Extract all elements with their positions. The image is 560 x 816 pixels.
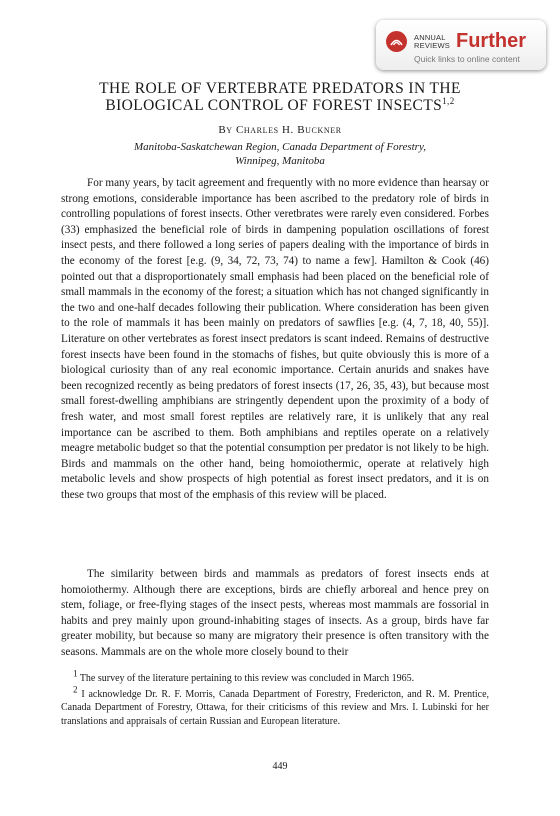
footnote-2-mark: 2 — [73, 684, 78, 695]
further-badge[interactable] — [376, 20, 546, 70]
article-title-line-2 — [60, 97, 500, 115]
annual-reviews-logo-icon — [386, 31, 407, 52]
badge-reviews-label: REVIEWS — [414, 41, 450, 50]
affiliation-line-2: Winnipeg, Manitoba — [235, 155, 325, 167]
author-line: By Charles H. Buckner — [218, 124, 342, 136]
title-footnote-marks: 1,2 — [442, 95, 455, 106]
body-paragraph-2: The similarity between birds and mammals as predators of forest insects ends at homoiothermy. Although there are exceptions, birds are chiefly arboreal and hence prey on stem, foliage, or free-flying stages of the insect pests, whereas most mammals are fossorial in habits and prey mainly upon ground-inhabiting stages of insects. As a group, birds have far greater mobility, but because so many are migratory their presence is often transitory with the seasons. Mammals are on the whole more closely bound to their — [61, 568, 489, 658]
page-number: 449 — [272, 761, 288, 772]
badge-further-label: Further — [456, 30, 526, 52]
badge-subtitle: Quick links to online content — [414, 54, 520, 64]
footnote-2 — [61, 684, 490, 729]
footnote-1-mark: 1 — [73, 668, 78, 679]
footnotes — [61, 668, 490, 730]
article-title-line-1: THE ROLE OF VERTEBRATE PREDATORS IN THE — [99, 80, 461, 97]
footnote-2-text: I acknowledge Dr. R. F. Morris, Canada Department of Forestry, Fredericton, and R. M. Prentice, Canada Department of Forestry, Ottawa, for their criticisms of this review and Mrs. I. Lubinski for her translations and appraisals of certain Russian and European literature. — [61, 688, 490, 727]
badge-annual-label: ANNUAL — [414, 33, 446, 42]
footnote-1 — [61, 668, 489, 686]
affiliation-line-1: Manitoba-Saskatchewan Region, Canada Department of Forestry, — [134, 141, 426, 153]
footnote-1-text: The survey of the literature pertaining to this review was concluded in March 1965. — [79, 673, 415, 684]
body-paragraph-1: For many years, by tacit agreement and frequently with no more evidence than hearsay or strong emotions, considerable importance has been ascribed to the predatory role of birds in controlling populations of forest insects. Other veretbrates were rarely even considered. Forbes (33) emphasized the beneficial role of birds in dampening population oscillations of forest insect pests, and there followed a long series of papers dealing with the importance of birds in the economy of the forest [e.g. (9, 34, 72, 73, 74) to name a few]. Hamilton & Cook (46) pointed out that a disproportionately small emphasis had been placed on the beneficial role of small mammals in the economy of the forest; a situation which has not changed significantly in the two and one-half decades following their publication. Where consideration has been given to the role of mammals it has been mainly on predators of sawflies [e.g. (4, 7, 18, 40, 55)]. Literature on other vertebrates as forest insect predators is scant indeed. Remains of destructive forest insects have been found in the stomachs of fishes, but quite obviously this is more of a biological curiosity than of any real economic importance. Certain anurids and snakes have been recognized recently as being predators of forest insects (17, 26, 35, 43), but because most small forest-dwelling amphibians are stringently dependent upon the proximity of a body of fresh water, and most small forest reptiles are relatively rare, it is unlikely that any real importance can be ascribed to them. Both amphibians and reptiles operate on a relatively meagre metabolic budget so that the potential consumption per predator is not likely to be high. Birds and mammals on the other hand, being homoiothermic, operate at relatively high metabolic levels and show prospects of high potential as forest insect predators, and it is on these two groups that most of the emphasis of this review will be placed. — [61, 177, 489, 501]
article-title-line-2-text: BIOLOGICAL CONTROL OF FOREST INSECTS — [105, 97, 443, 114]
